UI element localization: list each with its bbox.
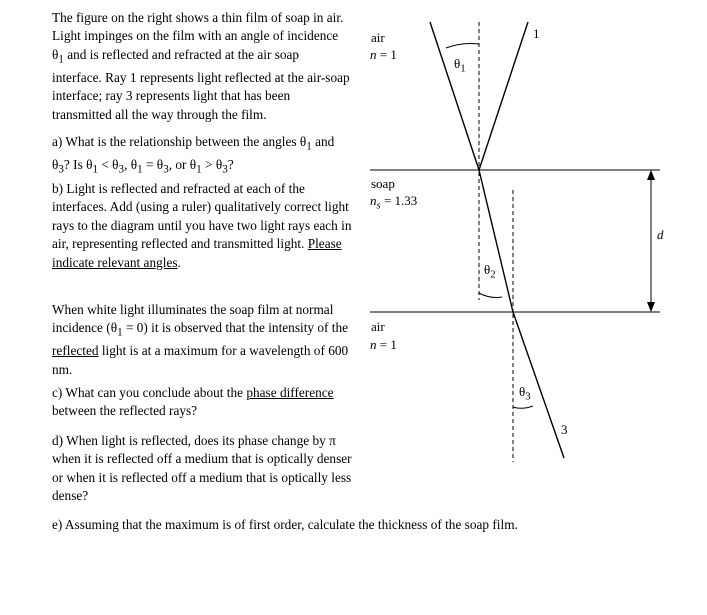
ray3-label: 3 xyxy=(561,422,568,437)
question-b: b) Light is reflected and refracted at each of the interfaces. Add (using a ruler) qualitatively correct light rays to the diagram until you have two light rays each in air, representing reflected and transmitted light. Please indicate relevant angles. xyxy=(52,181,352,270)
relevant-angles-underlined: Please indicate relevant angles xyxy=(52,236,342,270)
n-bottom-label: n = 1 xyxy=(370,337,397,352)
theta1-label: $\theta_1$ xyxy=(454,56,466,75)
thickness-arrow-head-top xyxy=(647,170,655,180)
theta2-arc xyxy=(479,293,502,298)
incident-ray xyxy=(430,22,479,170)
n-soap-label: $n_s = 1.33$ xyxy=(370,193,418,212)
question-e: e) Assuming that the maximum is of first order, calculate the thickness of the soap film. xyxy=(52,517,518,532)
thickness-arrow-head-bottom xyxy=(647,302,655,312)
air-bottom-label: air xyxy=(371,319,385,334)
theta1-arc xyxy=(446,44,479,49)
phase-difference-underlined: phase difference xyxy=(246,385,334,400)
theta3-arc xyxy=(513,406,533,408)
white-light-paragraph: When white light illuminates the soap film at normal incidence $(\theta_1 = 0)$ it is observed that the intensity of the reflected light is at a maximum for a wavelength of 600 nm. xyxy=(52,302,349,377)
refracted-ray-film xyxy=(479,170,513,312)
reflected-ray-1 xyxy=(479,22,528,170)
reflected-underlined: reflected xyxy=(52,343,99,359)
theta3-label: $\theta_3$ xyxy=(519,384,531,403)
question-d: d) When light is reflected, does its phase change by π when it is reflected off a medium that is optically denser or when it is reflected off a medium that is optically less dense? xyxy=(52,433,352,504)
question-c: c) What can you conclude about the phase difference between the reflected rays? xyxy=(52,385,334,419)
n-top-label: n = 1 xyxy=(370,47,397,62)
theta2-label: $\theta_2$ xyxy=(484,262,496,281)
ray1-label: 1 xyxy=(533,26,540,41)
soap-label: soap xyxy=(371,176,395,191)
air-top-label: air xyxy=(371,30,385,45)
intro-paragraph: The figure on the right shows a thin film of soap in air. Light impinges on the film with an angle of incidence $\theta_1$ and is reflected and refracted at the air soap interface. Ray 1 represents light reflected at the air-soap interface; ray 3 represents light that has been transmitted all the way through the film. xyxy=(52,10,350,122)
question-a: a) What is the relationship between the angles $\theta_1$ and $\theta_3$? Is $\theta_1 < \theta_3$, $\theta_1 = \theta_3$, or $\theta_1 > \theta_3$? xyxy=(52,134,335,176)
thickness-label: d xyxy=(657,227,664,242)
